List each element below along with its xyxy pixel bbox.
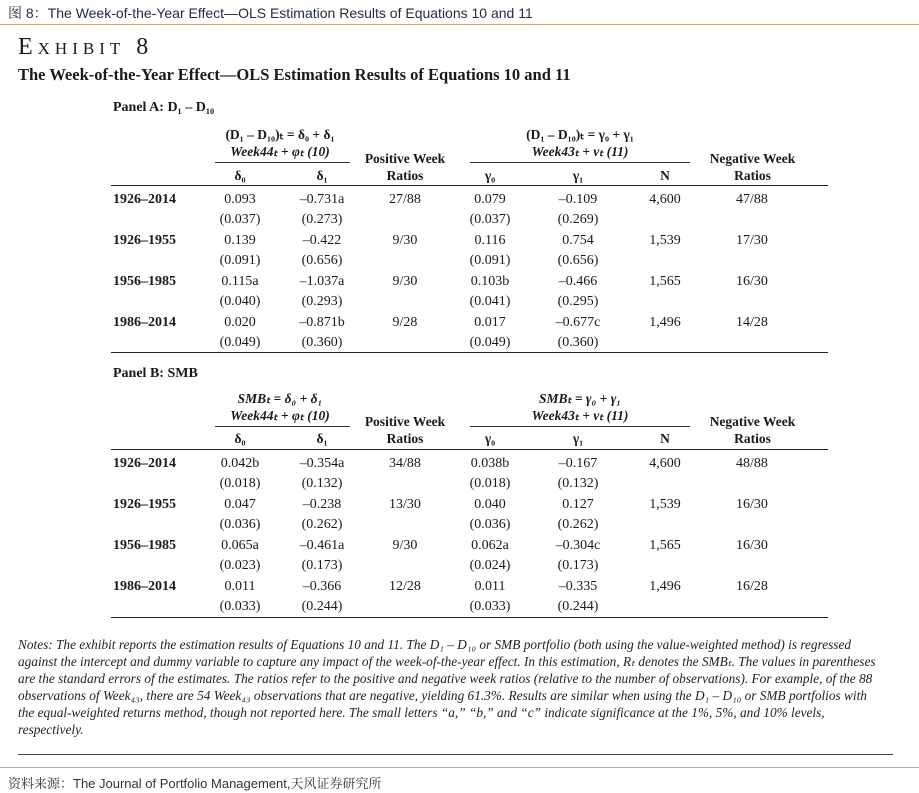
cell-g0-se: (0.033) [469, 599, 511, 614]
cell-d0: 0.115a [221, 274, 259, 289]
panel-b-eq10-line1: SMBₜ = δ₀ + δ₁ [237, 391, 323, 406]
panel-b-eq11-header [500, 390, 660, 424]
row-period: 1956–1985 [113, 538, 176, 553]
panel-b-label: Panel B: SMB [113, 366, 198, 381]
cell-d0-se: (0.023) [219, 558, 261, 573]
panel-b-negative-line2: Ratios [734, 431, 771, 446]
panel-b-header-rule [111, 449, 828, 450]
cell-d1-se: (0.132) [301, 476, 343, 491]
panel-a-header-rule [111, 185, 828, 186]
cell-g1-se: (0.173) [557, 558, 599, 573]
panel-a-d0-header: δ₀ [234, 168, 246, 183]
cell-g1: –0.677c [555, 315, 601, 330]
panel-a-eq10-line1: (D₁ – D₁₀)ₜ = δ₀ + δ₁ [225, 127, 335, 142]
figure-caption: 图 8：The Week-of-the-Year Effect—OLS Estimation Results of Equations 10 and 11 [8, 5, 533, 21]
cell-g0-se: (0.024) [469, 558, 511, 573]
panel-b-d0-header: δ₀ [234, 431, 246, 446]
panel-b-eq10-header [205, 390, 355, 424]
row-period: 1986–2014 [113, 579, 176, 594]
cell-n: 1,565 [649, 274, 681, 289]
panel-b-eq11-line2: Week43ₜ + νₜ (11) [531, 408, 629, 423]
cell-g1-se: (0.269) [557, 212, 599, 227]
panel-a-eq11-underline [470, 162, 690, 163]
cell-d1: –0.366 [302, 579, 342, 594]
notes-paragraph: Notes: The exhibit reports the estimation results of Equations 10 and 11. The D₁ – D₁₀ or SMB portfolio (both using the value-weighted method) is regressed against the intercept and dummy variable to capture any impact of the week-of-the-year effect. In this estimation, Rₜ denotes the SMBₜ. The values in parentheses are the standard errors of the estimates. The ratios refer to the positive and negative week ratios (relative to the number of observations). For example, of the 88 observations of Week₄₃, there are 54 Week₄₃ observations that are negative, yielding 61.3%. Results are similar when using the D₁ – D₁₀ or SMB portfolios with the equal-weighted returns method, though not reported here. The small letters “a,” “b,” and “c” indicate significance at the 1%, 5%, and 10% levels, respectively. [18, 637, 876, 737]
cell-d1-se: (0.262) [301, 517, 343, 532]
panel-a-positive-header [350, 150, 460, 184]
cell-pos: 9/30 [392, 233, 418, 248]
cell-pos: 9/30 [392, 538, 418, 553]
cell-d1: –1.037a [299, 274, 345, 289]
cell-d0-se: (0.036) [219, 517, 261, 532]
cell-g0-se: (0.036) [469, 517, 511, 532]
panel-b-negative-header [695, 413, 810, 447]
cell-g1: 0.754 [562, 233, 594, 248]
cell-d1-se: (0.656) [301, 253, 343, 268]
row-period: 1956–1985 [113, 274, 176, 289]
cell-n: 1,496 [649, 579, 681, 594]
panel-a-n-header: N [660, 168, 670, 183]
panel-b-eq11-line1: SMBₜ = γ₀ + γ₁ [538, 391, 622, 406]
panel-b-eq10-underline [215, 426, 350, 427]
panel-a-negative-header [695, 150, 810, 184]
panel-b-d1-header: δ₁ [316, 431, 328, 446]
panel-a-positive-line2: Ratios [386, 168, 424, 183]
panel-b-g1-header: γ₁ [572, 431, 584, 446]
cell-d1: –0.238 [302, 497, 342, 512]
exhibit-label: Exhibit 8 [18, 34, 154, 60]
panel-a-g1-header: γ₁ [572, 168, 584, 183]
panel-a-eq11-line1: (D₁ – D₁₀)ₜ = γ₀ + γ₁ [526, 127, 634, 142]
cell-d1-se: (0.244) [301, 599, 343, 614]
cell-pos: 12/28 [389, 579, 421, 594]
cell-n: 1,565 [649, 538, 681, 553]
panel-a-negative-line2: Ratios [734, 168, 771, 183]
cell-g1-se: (0.295) [557, 294, 599, 309]
cell-d0: 0.011 [224, 579, 256, 594]
row-period: 1926–2014 [113, 456, 176, 471]
cell-d1-se: (0.173) [301, 558, 343, 573]
cell-d1-se: (0.273) [301, 212, 343, 227]
cell-g0-se: (0.037) [469, 212, 511, 227]
cell-g1-se: (0.360) [557, 335, 599, 350]
cell-d0: 0.047 [224, 497, 256, 512]
cell-d0-se: (0.040) [219, 294, 261, 309]
cell-d1-se: (0.360) [301, 335, 343, 350]
cell-d0-se: (0.049) [219, 335, 261, 350]
cell-g0-se: (0.018) [469, 476, 511, 491]
cell-g0: 0.038b [470, 456, 510, 471]
cell-g0-se: (0.049) [469, 335, 511, 350]
cell-g1: 0.127 [562, 497, 594, 512]
cell-neg: 48/88 [736, 456, 768, 471]
cell-neg: 16/30 [736, 274, 768, 289]
cell-neg: 16/28 [736, 579, 768, 594]
cell-d1: –0.422 [302, 233, 342, 248]
cell-n: 1,539 [649, 497, 681, 512]
cell-pos: 9/28 [392, 315, 418, 330]
cell-g1-se: (0.244) [557, 599, 599, 614]
cell-d0-se: (0.033) [219, 599, 261, 614]
cell-g0: 0.079 [474, 192, 506, 207]
panel-b-positive-header [350, 413, 460, 447]
row-period: 1926–1955 [113, 497, 176, 512]
cell-g0: 0.017 [474, 315, 506, 330]
panel-a-label: Panel A: D₁ – D₁₀ [113, 100, 215, 115]
cell-d0-se: (0.018) [219, 476, 261, 491]
cell-neg: 14/28 [736, 315, 768, 330]
cell-g1: –0.466 [558, 274, 598, 289]
cell-d0: 0.093 [224, 192, 256, 207]
cell-g0-se: (0.041) [469, 294, 511, 309]
panel-b-positive-line1: Positive Week [364, 414, 446, 429]
cell-d0: 0.042b [220, 456, 260, 471]
panel-b-positive-line2: Ratios [386, 431, 424, 446]
panel-b-n-header: N [660, 431, 670, 446]
cell-n: 1,496 [649, 315, 681, 330]
cell-d1: –0.461a [299, 538, 345, 553]
cell-neg: 47/88 [736, 192, 768, 207]
cell-n: 1,539 [649, 233, 681, 248]
cell-g0: 0.011 [474, 579, 506, 594]
cell-pos: 34/88 [389, 456, 421, 471]
caption-divider [0, 24, 919, 25]
cell-pos: 13/30 [389, 497, 421, 512]
row-period: 1986–2014 [113, 315, 176, 330]
panel-a-d1-header: δ₁ [316, 168, 328, 183]
cell-d0-se: (0.091) [219, 253, 261, 268]
cell-g0: 0.103b [470, 274, 510, 289]
panel-a-eq10-underline [215, 162, 350, 163]
panel-a-eq11-header [500, 126, 660, 160]
cell-neg: 17/30 [736, 233, 768, 248]
cell-d1-se: (0.293) [301, 294, 343, 309]
cell-g1-se: (0.132) [557, 476, 599, 491]
cell-g0: 0.062a [471, 538, 509, 553]
panel-a-bottom-rule [111, 352, 828, 353]
exhibit-title: The Week-of-the-Year Effect—OLS Estimation Results of Equations 10 and 11 [18, 65, 571, 84]
cell-g1: –0.109 [558, 192, 598, 207]
cell-n: 4,600 [649, 192, 681, 207]
row-period: 1926–1955 [113, 233, 176, 248]
panel-a-positive-line1: Positive Week [364, 151, 446, 166]
cell-neg: 16/30 [736, 538, 768, 553]
panel-b-g0-header: γ₀ [484, 431, 496, 446]
cell-d0: 0.020 [224, 315, 256, 330]
cell-g0: 0.116 [474, 233, 506, 248]
panel-a-eq11-line2: Week43ₜ + νₜ (11) [531, 144, 629, 159]
cell-g0: 0.040 [474, 497, 506, 512]
cell-g1: –0.167 [558, 456, 598, 471]
panel-a-eq10-header [205, 126, 355, 160]
cell-g1: –0.335 [558, 579, 598, 594]
cell-neg: 16/30 [736, 497, 768, 512]
cell-g1: –0.304c [555, 538, 601, 553]
cell-d1: –0.731a [299, 192, 345, 207]
row-period: 1926–2014 [113, 192, 176, 207]
cell-n: 4,600 [649, 456, 681, 471]
cell-g1-se: (0.262) [557, 517, 599, 532]
source-divider [0, 767, 919, 768]
cell-d0: 0.065a [221, 538, 259, 553]
panel-b-negative-line1: Negative Week [709, 414, 796, 429]
cell-pos: 9/30 [392, 274, 418, 289]
cell-g1-se: (0.656) [557, 253, 599, 268]
panel-a-eq10-line2: Week44ₜ + φₜ (10) [230, 144, 330, 159]
exhibit-bottom-rule [18, 754, 893, 755]
cell-d1: –0.354a [299, 456, 345, 471]
panel-a-negative-line1: Negative Week [709, 151, 796, 166]
panel-b-eq11-underline [470, 426, 690, 427]
cell-pos: 27/88 [389, 192, 421, 207]
panel-a-g0-header: γ₀ [484, 168, 496, 183]
panel-b-eq10-line2: Week44ₜ + φₜ (10) [230, 408, 330, 423]
panel-b-bottom-rule [111, 617, 828, 618]
cell-d1: –0.871b [299, 315, 345, 330]
cell-g0-se: (0.091) [469, 253, 511, 268]
cell-d0-se: (0.037) [219, 212, 261, 227]
cell-d0: 0.139 [224, 233, 256, 248]
source-line: 资料来源：The Journal of Portfolio Management,天风证券研究所 [8, 776, 382, 791]
